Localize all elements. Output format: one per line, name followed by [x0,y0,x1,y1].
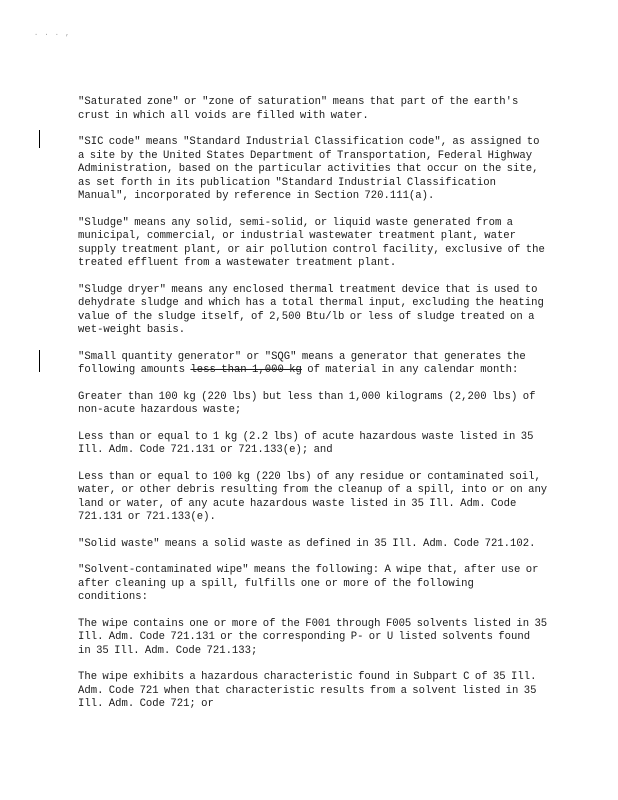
revision-bar [39,350,40,372]
definition-solvent-contaminated-wipe: "Solvent-contaminated wipe" means the following: A wipe that, after use or after cleaning up a spill, fulfills one or more of the following conditions: [78,564,539,603]
definition-sludge: "Sludge" means any solid, semi-solid, or liquid waste generated from a municipal, commercial, or industrial wastewater treatment plant, water supply treatment plant, or air pollution control facility, exclusive of the treated effluent from a wastewater treatment plant. [78,216,545,269]
revision-bar [39,130,40,148]
wipe-condition-1: The wipe contains one or more of the F001 through F005 solvents listed in 35 Ill. Adm. Code 721.131 or the corresponding P- or U listed solvents found in 35 Ill. Adm. Code 721.133; [78,617,548,657]
sqg-struck-text: less than 1,000 kg [190,364,302,376]
page-header-mark: . . . , [34,30,71,38]
sqg-item-3: Less than or equal to 100 kg (220 lbs) of any residue or contaminated soil, water, or other debris resulting from the cleanup of a spill, into or on any land or water, of any acute hazardous waste listed in 35 Ill. Adm. Code 721.131 or 721.133(e). [78,470,548,523]
wipe-condition-2: The wipe exhibits a hazardous characteristic found in Subpart C of 35 Ill. Adm. Code 721 when that characteristic results from a solvent listed in 35 Ill. Adm. Code 721; or [78,671,537,710]
sqg-item-1: Greater than 100 kg (220 lbs) but less than 1,000 kilograms (2,200 lbs) of non-acute hazardous waste; [78,390,536,416]
definition-solid-waste: "Solid waste" means a solid waste as defined in 35 Ill. Adm. Code 721.102. [78,537,536,550]
sqg-text-before: "Small quantity generator" or "SQG" means a generator that generates the following amounts [78,350,526,376]
sqg-item-2: Less than or equal to 1 kg (2.2 lbs) of acute hazardous waste listed in 35 Ill. Adm. Code 721.131 or 721.133(e); and [78,430,534,456]
definition-saturated-zone: "Saturated zone" or "zone of saturation" means that part of the earth's crust in which all voids are filled with water. [78,96,519,122]
definition-sic-code: "SIC code" means "Standard Industrial Classification code", as assigned to a site by the United States Department of Transportation, Federal Highway Administration, based on the particular activities that occur on the site, as set forth in its publication "Standard Industrial Classification Manual", incorporated by reference in Section 720.111(a). [78,136,540,202]
definition-small-quantity-generator [78,351,548,378]
sqg-text-after: of material in any calendar month: [301,364,519,376]
document-body [78,96,548,725]
definition-sludge-dryer: "Sludge dryer" means any enclosed thermal treatment device that is used to dehydrate sludge and which has a total thermal input, excluding the heating value of the sludge itself, of 2,500 Btu/lb or less of sludge treated on a wet-weight basis. [78,283,544,336]
